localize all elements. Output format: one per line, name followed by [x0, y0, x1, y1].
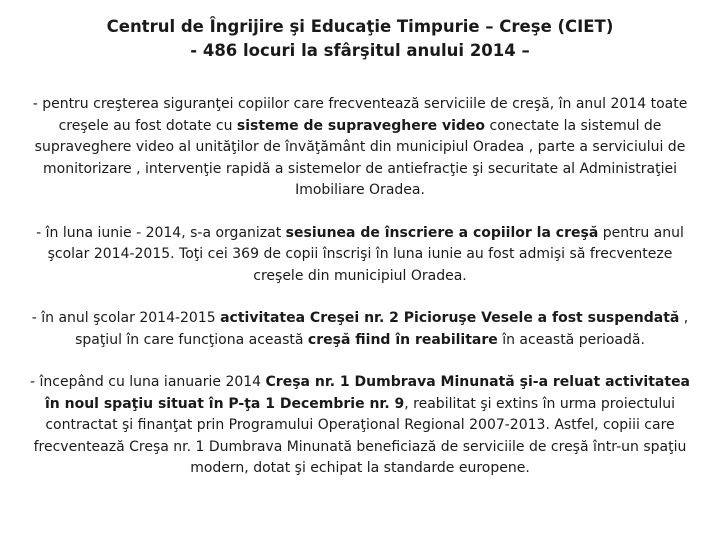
slide-body: [30, 94, 690, 501]
paragraph-suspension: - în anul şcolar 2014-2015 activitatea Creşei nr. 2 Picioruşe Vesele a fost suspendată , spaţiul în care funcţiona această creşă fiind în reabilitare în această perioadă.: [31, 310, 689, 348]
paragraph-relocation: - începând cu luna ianuarie 2014 Creşa nr. 1 Dumbrava Minunată şi-a reluat activitatea în noul spaţiu situat în P-ţa 1 Decembrie nr. 9, reabilitat şi extins în urma proiectului contractat şi finanţat prin Programului Operaţional Regional 2007-2013. Astfel, copiii care frecventează Creşa nr. 1 Dumbrava Minunată beneficiază de serviciile de creşă într-un spaţiu modern, dotat şi echipat la standarde europene.: [30, 374, 691, 476]
title-line-2: - 486 locuri la sfârşitul anului 2014 –: [190, 41, 530, 60]
paragraph-surveillance: - pentru creşterea siguranţei copiilor care frecventează serviciile de creşă, în anul 2014 toate creşele au fost dotate cu sisteme de supraveghere video conectate la sistemul de supraveghere video al unităţilor de învăţământ din municipiul Oradea , parte a serviciului de monitorizare , intervenţie rapidă a sistemelor de antiefracţie şi securitate al Administraţiei Imobiliare Oradea.: [32, 96, 688, 198]
slide-title: [20, 15, 700, 63]
paragraph-enrollment: - în luna iunie - 2014, s-a organizat sesiunea de înscriere a copiilor la creşă pentru anul şcolar 2014-2015. Toţi cei 369 de copii înscrişi în luna iunie au fost admişi să frecventeze creşele din municipiul Oradea.: [36, 224, 684, 284]
title-line-1: Centrul de Îngrijire şi Educaţie Timpurie – Creşe (CIET): [106, 17, 614, 36]
